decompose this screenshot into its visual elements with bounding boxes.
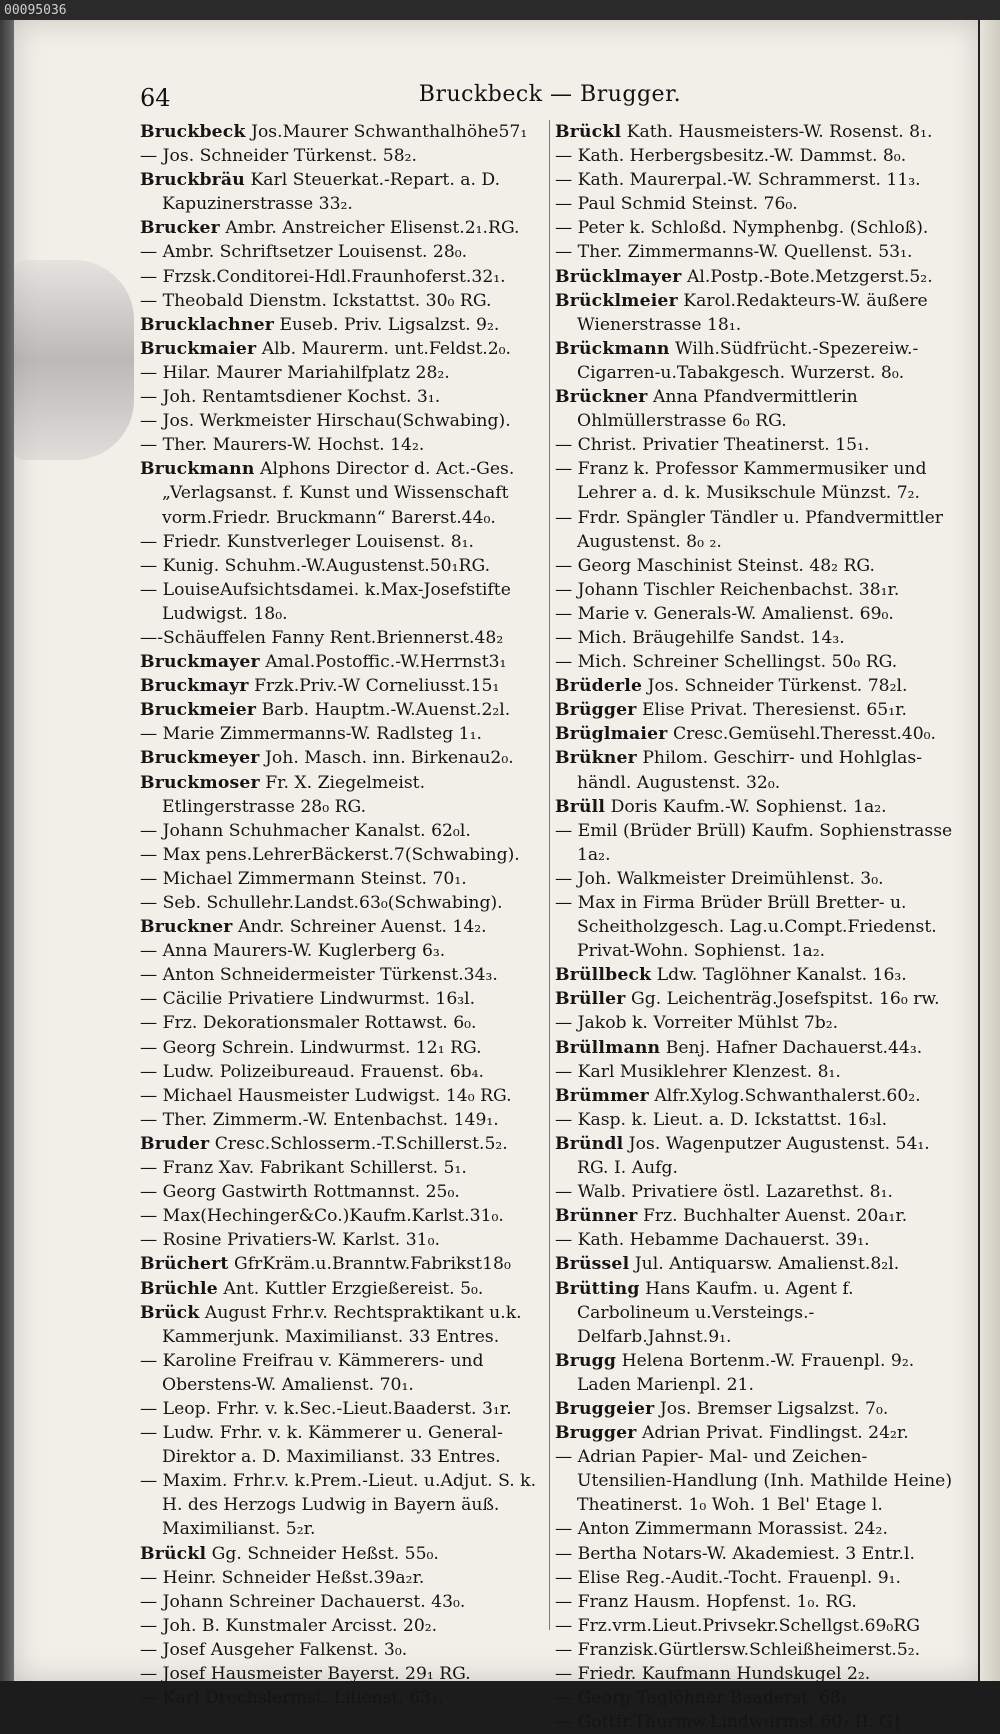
directory-entry <box>555 433 955 457</box>
page-header <box>140 78 960 112</box>
directory-entry <box>140 1277 540 1301</box>
directory-entry <box>555 602 955 626</box>
entry-details: Al.Postp.-Bote.Metzgerst.5₂. <box>686 266 933 287</box>
entry-surname: Brücklmeier <box>555 290 678 311</box>
entry-surname: Brüll <box>555 796 606 817</box>
binding-edge <box>0 20 14 1681</box>
directory-entry <box>555 987 955 1011</box>
directory-entry <box>140 674 540 698</box>
directory-entry <box>555 168 955 192</box>
entry-details: Amal.Postoffic.-W.Herrnst3₁ <box>265 652 507 673</box>
entry-details: Jos. Schneider Türkenst. 78₂l. <box>647 676 908 697</box>
directory-entry <box>140 1252 540 1276</box>
directory-entry <box>140 771 540 819</box>
directory-column-left <box>140 120 540 1709</box>
directory-entry <box>140 819 540 843</box>
directory-entry <box>140 626 540 650</box>
directory-entry <box>140 337 540 361</box>
directory-entry <box>555 867 955 891</box>
entry-details: Adrian Privat. Findlingst. 24₂r. <box>641 1423 909 1444</box>
entry-details: — Frdr. Spängler Tändler u. Pfandvermittler Augustenst. 8₀ ₂. <box>555 507 943 552</box>
entry-surname: Brückl <box>140 1543 207 1564</box>
directory-entry <box>140 650 540 674</box>
entry-surname: Bründl <box>555 1133 624 1154</box>
directory-entry <box>140 987 540 1011</box>
entry-details: — Anton Schneidermeister Türkenst.34₃. <box>140 965 498 986</box>
directory-column-right <box>555 120 955 1733</box>
entry-details: — Johann Schreiner Dachauerst. 43₀. <box>140 1591 466 1612</box>
entry-details: Ambr. Anstreicher Elisenst.2₁.RG. <box>225 218 520 239</box>
directory-entry <box>555 963 955 987</box>
entry-details: — Heinr. Schneider Heßst.39a₂r. <box>140 1567 425 1588</box>
directory-entry <box>555 1132 955 1180</box>
directory-entry <box>555 265 955 289</box>
directory-entry <box>555 891 955 963</box>
directory-entry <box>555 819 955 867</box>
entry-details: Alphons Director d. Act.-Ges. „Verlagsanst. f. Kunst und Wissenschaft vorm.Friedr. Bruckmann“ Barerst.44₀. <box>162 459 515 528</box>
entry-surname: Bruckmeyer <box>140 748 260 769</box>
entry-surname: Brünner <box>555 1206 638 1227</box>
directory-entry <box>555 1252 955 1276</box>
entry-surname: Bruckmoser <box>140 772 260 793</box>
directory-entry <box>555 554 955 578</box>
entry-surname: Brüllmann <box>555 1037 661 1058</box>
entry-details: — Maxim. Frhr.v. k.Prem.-Lieut. u.Adjut. S. k. H. des Herzogs Ludwig in Bayern äuß. Maximilianst. 5₂r. <box>140 1471 537 1540</box>
scan-label: 00095036 <box>0 0 1000 22</box>
entry-details: — Anna Maurers-W. Kuglerberg 6₃. <box>140 941 446 962</box>
entry-details: — Hilar. Maurer Mariahilfplatz 28₂. <box>140 362 450 383</box>
entry-details: — Anton Zimmermann Morassist. 24₂. <box>555 1519 888 1540</box>
directory-entry <box>140 1228 540 1252</box>
entry-surname: Bruckner <box>140 917 233 938</box>
entry-details: — Joh. Rentamtsdiener Kochst. 3₁. <box>140 387 441 408</box>
directory-entry <box>140 1180 540 1204</box>
entry-surname: Brüderle <box>555 676 643 697</box>
entry-details: Jos.Maurer Schwanthalhöhe57₁ <box>251 122 528 142</box>
directory-entry <box>555 144 955 168</box>
entry-details: — Frz.vrm.Lieut.Privsekr.Schellgst.69₀RG <box>555 1615 920 1636</box>
entry-surname: Brückl <box>555 122 622 142</box>
directory-entry <box>555 674 955 698</box>
entry-details: Alb. Maurerm. unt.Feldst.2₀. <box>261 338 511 359</box>
directory-entry <box>555 1614 955 1638</box>
entry-details: — Ther. Zimmerm.-W. Entenbachst. 149₁. <box>140 1109 499 1130</box>
directory-entry <box>140 843 540 867</box>
directory-entry <box>140 1421 540 1469</box>
directory-entry <box>140 313 540 337</box>
entry-details: — Jos. Schneider Türkenst. 58₂. <box>140 146 417 167</box>
entry-details: Elise Privat. Theresienst. 65₁r. <box>641 700 907 721</box>
directory-entry <box>140 963 540 987</box>
entry-details: Gg. Leichenträg.Josefspitst. 16₀ rw. <box>631 989 940 1010</box>
directory-entry <box>140 1132 540 1156</box>
entry-details: — Karoline Freifrau v. Kämmerers- und Oberstens-W. Amalienst. 70₁. <box>140 1350 484 1395</box>
entry-details: Barb. Hauptm.-W.Auenst.2₂l. <box>261 700 511 721</box>
entry-surname: Bruggeier <box>555 1398 655 1419</box>
directory-entry <box>140 891 540 915</box>
directory-entry <box>555 795 955 819</box>
directory-entry <box>140 1638 540 1662</box>
entry-details: — Joh. B. Kunstmaler Arcisst. 20₂. <box>140 1615 438 1636</box>
directory-entry <box>555 1108 955 1132</box>
entry-details: Helena Bortenm.-W. Frauenpl. 9₂. Laden Marienpl. 21. <box>577 1350 915 1395</box>
entry-details: — Max pens.LehrerBäckerst.7(Schwabing). <box>140 844 520 865</box>
directory-entry <box>140 120 540 144</box>
entry-details: — Christ. Privatier Theatinerst. 15₁. <box>555 435 870 456</box>
entry-details: — Friedr. Kaufmann Hundskugel 2₂. <box>555 1664 871 1684</box>
entry-details: — LouiseAufsichtsdamei. k.Max-Josefstifte Ludwigst. 18₀. <box>140 579 511 624</box>
entry-details: Hans Kaufm. u. Agent f. Carbolineum u.Versteings.-Delfarb.Jahnst.9₁. <box>577 1278 854 1347</box>
entry-surname: Bruckmayr <box>140 676 249 697</box>
entry-details: — Ludw. Polizeibureaud. Frauenst. 6b₄. <box>140 1061 485 1082</box>
entry-surname: Bruder <box>140 1133 210 1154</box>
directory-entry <box>140 1084 540 1108</box>
directory-entry <box>140 746 540 770</box>
directory-entry <box>140 1349 540 1397</box>
directory-entry <box>140 554 540 578</box>
directory-entry <box>140 1301 540 1349</box>
entry-details: Kath. Hausmeisters-W. Rosenst. 8₁. <box>626 122 933 142</box>
directory-entry <box>140 265 540 289</box>
entry-details: — Adrian Papier- Mal- und Zeichen-Utensilien-Handlung (Inh. Mathilde Heine) Theatinerst. 1₀ Woh. 1 Bel' Etage l. <box>555 1447 953 1516</box>
entry-details: Alfr.Xylog.Schwanthalerst.60₂. <box>654 1085 921 1106</box>
entry-surname: Bruckmayer <box>140 652 260 673</box>
directory-entry <box>555 722 955 746</box>
directory-entry <box>140 1614 540 1638</box>
entry-details: Benj. Hafner Dachauerst.44₃. <box>665 1037 923 1058</box>
directory-entry <box>140 1204 540 1228</box>
entry-details: — Karl Drechslermst. Lilienst. 63₁. <box>140 1688 444 1709</box>
entry-details: — Josef Ausgeher Falkenst. 3₀. <box>140 1639 408 1660</box>
entry-surname: Brüchert <box>140 1254 229 1275</box>
entry-details: Andr. Schreiner Auenst. 14₂. <box>238 917 487 938</box>
entry-details: — Friedr. Kunstverleger Louisenst. 8₁. <box>140 531 474 552</box>
directory-entry <box>555 337 955 385</box>
entry-surname: Brüllbeck <box>555 965 652 986</box>
directory-entry <box>140 144 540 168</box>
entry-surname: Brugg <box>555 1350 617 1371</box>
directory-entry <box>555 1036 955 1060</box>
entry-details: — Johann Tischler Reichenbachst. 38₁r. <box>555 579 900 600</box>
directory-entry <box>555 1228 955 1252</box>
directory-entry <box>555 1566 955 1590</box>
directory-entry <box>140 1397 540 1421</box>
entry-details: Ant. Kuttler Erzgießereist. 5₀. <box>223 1278 484 1299</box>
entry-details: — Kath. Hebamme Dachauerst. 39₁. <box>555 1230 870 1251</box>
directory-entry <box>140 1662 540 1686</box>
entry-surname: Bruckbeck <box>140 122 246 142</box>
entry-details: — Mich. Bräugehilfe Sandst. 14₃. <box>555 627 845 648</box>
entry-details: Wilh.Südfrücht.-Spezereiw.-Cigarren-u.Tabakgesch. Wurzerst. 8₀. <box>577 338 919 383</box>
entry-details: — Peter k. Schloßd. Nymphenbg. (Schloß). <box>555 218 929 239</box>
directory-entry <box>140 240 540 264</box>
entry-details: Joh. Masch. inn. Birkenau2₀. <box>265 748 514 769</box>
directory-entry <box>140 698 540 722</box>
entry-details: Fr. X. Ziegelmeist. Etlingerstrasse 28₀ RG. <box>162 772 426 817</box>
entry-details: — Johann Schuhmacher Kanalst. 62₀l. <box>140 820 471 841</box>
entry-details: Karol.Redakteurs-W. äußere Wienerstrasse 18₁. <box>577 290 928 335</box>
directory-entry <box>140 1542 540 1566</box>
entry-details: — Cäcilie Privatiere Lindwurmst. 16₃l. <box>140 989 476 1010</box>
directory-entry <box>555 1277 955 1349</box>
entry-surname: Brück <box>140 1302 200 1323</box>
directory-entry <box>555 1662 955 1686</box>
entry-details: — Max(Hechinger&Co.)Kaufm.Karlst.31₀. <box>140 1206 504 1227</box>
directory-entry <box>140 1060 540 1084</box>
entry-surname: Brucker <box>140 218 220 239</box>
directory-entry <box>555 698 955 722</box>
entry-surname: Brucklachner <box>140 314 274 335</box>
entry-details: Euseb. Priv. Ligsalzst. 9₂. <box>279 314 500 335</box>
directory-entry <box>555 192 955 216</box>
entry-surname: Brüglmaier <box>555 724 668 745</box>
entry-details: Cresc.Gemüsehl.Theresst.40₀. <box>672 724 937 745</box>
directory-entry <box>140 409 540 433</box>
directory-entry <box>140 1590 540 1614</box>
entry-details: — Seb. Schullehr.Landst.63₀(Schwabing). <box>140 893 503 913</box>
entry-details: — Emil (Brüder Brüll) Kaufm. Sophienstrasse 1a₂. <box>555 820 953 865</box>
entry-surname: Brückmann <box>555 338 670 359</box>
directory-entry <box>555 578 955 602</box>
directory-entry <box>140 168 540 216</box>
entry-surname: Brugger <box>555 1423 637 1444</box>
entry-details: — Karl Musiklehrer Klenzest. 8₁. <box>555 1061 841 1082</box>
entry-surname: Bruckmeier <box>140 700 257 721</box>
entry-details: Gg. Schneider Heßst. 55₀. <box>211 1543 439 1564</box>
directory-entry <box>555 1421 955 1445</box>
directory-entry <box>140 530 540 554</box>
entry-details: — Frzsk.Conditorei-Hdl.Fraunhoferst.32₁. <box>140 266 506 287</box>
directory-entry <box>140 361 540 385</box>
directory-entry <box>555 1084 955 1108</box>
entry-surname: Bruckbräu <box>140 170 245 191</box>
directory-entry <box>555 1517 955 1541</box>
directory-entry <box>555 216 955 240</box>
entry-details: — Michael Hausmeister Ludwigst. 14₀ RG. <box>140 1085 512 1106</box>
entry-details: — Theobald Dienstm. Ickstattst. 30₀ RG. <box>140 290 492 311</box>
entry-details: — Franz Hausm. Hopfenst. 1₀. RG. <box>555 1591 857 1612</box>
entry-details: — Frz. Dekorationsmaler Rottawst. 6₀. <box>140 1013 477 1034</box>
directory-entry <box>140 1156 540 1180</box>
directory-entry <box>555 120 955 144</box>
directory-entry <box>555 1011 955 1035</box>
entry-surname: Brüchle <box>140 1278 218 1299</box>
entry-surname: Brümmer <box>555 1085 649 1106</box>
facing-page-edge <box>978 20 1000 1681</box>
entry-surname: Brütting <box>555 1278 640 1299</box>
entry-details: August Frhr.v. Rechtspraktikant u.k. Kammerjunk. Maximilianst. 33 Entres. <box>162 1302 522 1347</box>
entry-details: — Ther. Maurers-W. Hochst. 14₂. <box>140 435 425 456</box>
entry-details: Jos. Wagenputzer Augustenst. 54₁. RG. I. Aufg. <box>577 1133 930 1179</box>
directory-entry <box>140 939 540 963</box>
directory-entry <box>555 1397 955 1421</box>
entry-details: — Kath. Herbergsbesitz.-W. Dammst. 8₀. <box>555 146 907 167</box>
directory-entry <box>140 216 540 240</box>
entry-details: — Jakob k. Vorreiter Mühlst 7b₂. <box>555 1013 839 1034</box>
directory-entry <box>555 506 955 554</box>
directory-entry <box>555 1445 955 1517</box>
directory-entry <box>140 867 540 891</box>
entry-details: — Josef Hausmeister Bayerst. 29₁ RG. <box>140 1664 471 1684</box>
running-head: Bruckbeck — Brugger. <box>418 82 682 107</box>
entry-surname: Brüssel <box>555 1254 630 1275</box>
entry-details: —-Schäuffelen Fanny Rent.Briennerst.48₂ <box>140 627 504 648</box>
entry-details: — Ludw. Frhr. v. k. Kämmerer u. General-Direktor a. D. Maximilianst. 33 Entres. <box>140 1423 503 1468</box>
paper-clip <box>14 260 134 460</box>
entry-details: — Leop. Frhr. v. k.Sec.-Lieut.Baaderst. 3₁r. <box>140 1398 512 1419</box>
entry-surname: Bruckmann <box>140 459 255 480</box>
entry-details: Jul. Antiquarsw. Amalienst.8₂l. <box>634 1254 900 1275</box>
entry-surname: Brügger <box>555 700 637 721</box>
entry-details: — Georg Schrein. Lindwurmst. 12₁ RG. <box>140 1037 482 1058</box>
entry-details: — Franz Xav. Fabrikant Schillerst. 5₁. <box>140 1158 467 1179</box>
directory-entry <box>140 1686 540 1710</box>
directory-entry <box>140 385 540 409</box>
directory-entry <box>555 385 955 433</box>
entry-details: — Marie v. Generals-W. Amalienst. 69₀. <box>555 603 894 624</box>
directory-entry <box>555 289 955 337</box>
directory-entry <box>140 722 540 746</box>
entry-details: — Mich. Schreiner Schellingst. 50₀ RG. <box>555 652 898 673</box>
directory-entry <box>140 1469 540 1541</box>
directory-entry <box>555 1638 955 1662</box>
directory-entry <box>140 289 540 313</box>
entry-details: — Kasp. k. Lieut. a. D. Ickstattst. 16₃l. <box>555 1109 888 1130</box>
entry-details: GfrKräm.u.Branntw.Fabrikst18₀ <box>234 1254 511 1275</box>
directory-entry <box>555 1060 955 1084</box>
directory-entry <box>140 915 540 939</box>
directory-entry <box>555 1542 955 1566</box>
entry-details: — Marie Zimmermanns-W. Radlsteg 1₁. <box>140 724 482 745</box>
directory-entry <box>555 457 955 505</box>
entry-details: — Paul Schmid Steinst. 76₀. <box>555 194 798 215</box>
directory-entry <box>555 1590 955 1614</box>
entry-details: — Bertha Notars-W. Akademiest. 3 Entr.l. <box>555 1543 915 1564</box>
entry-details: — Kath. Maurerpal.-W. Schrammerst. 11₃. <box>555 170 921 191</box>
entry-details: — Walb. Privatiere östl. Lazarethst. 8₁. <box>555 1182 893 1203</box>
directory-entry <box>140 578 540 626</box>
directory-entry <box>555 1686 955 1710</box>
directory-entry <box>555 1204 955 1228</box>
directory-entry <box>555 746 955 794</box>
entry-details: Cresc.Schlosserm.-T.Schillerst.5₂. <box>214 1133 508 1154</box>
entry-details: Karl Steuerkat.-Repart. a. D. Kapuzinerstrasse 33₂. <box>162 170 501 215</box>
directory-entry <box>140 1566 540 1590</box>
page-number: 64 <box>140 84 171 112</box>
entry-details: — Jos. Werkmeister Hirschau(Schwabing). <box>140 411 511 432</box>
directory-entry <box>555 626 955 650</box>
entry-details: Doris Kaufm.-W. Sophienst. 1a₂. <box>610 796 887 817</box>
entry-surname: Brüller <box>555 989 626 1010</box>
entry-surname: Bruckmaier <box>140 338 257 359</box>
entry-surname: Brückner <box>555 387 648 408</box>
entry-details: — Ambr. Schriftsetzer Louisenst. 28₀. <box>140 242 468 263</box>
entry-details: — Georg Gastwirth Rottmannst. 25₀. <box>140 1182 460 1203</box>
entry-details: Jos. Bremser Ligsalzst. 7₀. <box>659 1398 889 1419</box>
entry-details: — Rosine Privatiers-W. Karlst. 31₀. <box>140 1230 440 1251</box>
directory-entry <box>555 1710 955 1734</box>
entry-details: — Elise Reg.-Audit.-Tocht. Frauenpl. 9₁. <box>555 1567 901 1588</box>
entry-details: Philom. Geschirr- und Hohlglas-händl. Augustenst. 32₀. <box>577 748 923 793</box>
directory-entry <box>140 433 540 457</box>
directory-entry <box>140 457 540 529</box>
entry-details: Anna Pfandvermittlerin Ohlmüllerstrasse 6₀ RG. <box>577 387 858 432</box>
directory-entry <box>555 1180 955 1204</box>
directory-entry <box>555 650 955 674</box>
entry-surname: Brücklmayer <box>555 266 682 287</box>
entry-details: Frzk.Priv.-W Corneliusst.15₁ <box>254 676 500 697</box>
entry-details: — Max in Firma Brüder Brüll Bretter- u. Scheitholzgesch. Lag.u.Compt.Friedenst. Privat-Wohn. Sophienst. 1a₂. <box>555 893 937 962</box>
column-divider <box>549 120 550 1630</box>
entry-details: — Joh. Walkmeister Dreimühlenst. 3₀. <box>555 868 884 889</box>
entry-surname: Brükner <box>555 748 637 769</box>
entry-details: — Franzisk.Gürtlersw.Schleißheimerst.5₂. <box>555 1639 921 1660</box>
directory-entry <box>140 1011 540 1035</box>
entry-details: — Franz k. Professor Kammermusiker und Lehrer a. d. k. Musikschule Münzst. 7₂. <box>555 459 927 504</box>
entry-details: — Georg Taglöhner Baaderst. 68₁. <box>555 1688 854 1709</box>
entry-details: — Michael Zimmermann Steinst. 70₁. <box>140 868 467 889</box>
entry-details: — Kunig. Schuhm.-W.Augustenst.50₁RG. <box>140 555 491 576</box>
directory-entry <box>140 1036 540 1060</box>
entry-details: — Gottfr.Thurmw.Lindwurmst.60₂ II. G] <box>555 1712 900 1733</box>
entry-details: — Georg Maschinist Steinst. 48₂ RG. <box>555 555 876 576</box>
entry-details: Ldw. Taglöhner Kanalst. 16₃. <box>656 965 907 986</box>
entry-details: — Ther. Zimmermanns-W. Quellenst. 53₁. <box>555 242 913 263</box>
directory-entry <box>555 240 955 264</box>
directory-entry <box>140 1108 540 1132</box>
directory-entry <box>555 1349 955 1397</box>
entry-details: Frz. Buchhalter Auenst. 20a₁r. <box>642 1206 908 1227</box>
